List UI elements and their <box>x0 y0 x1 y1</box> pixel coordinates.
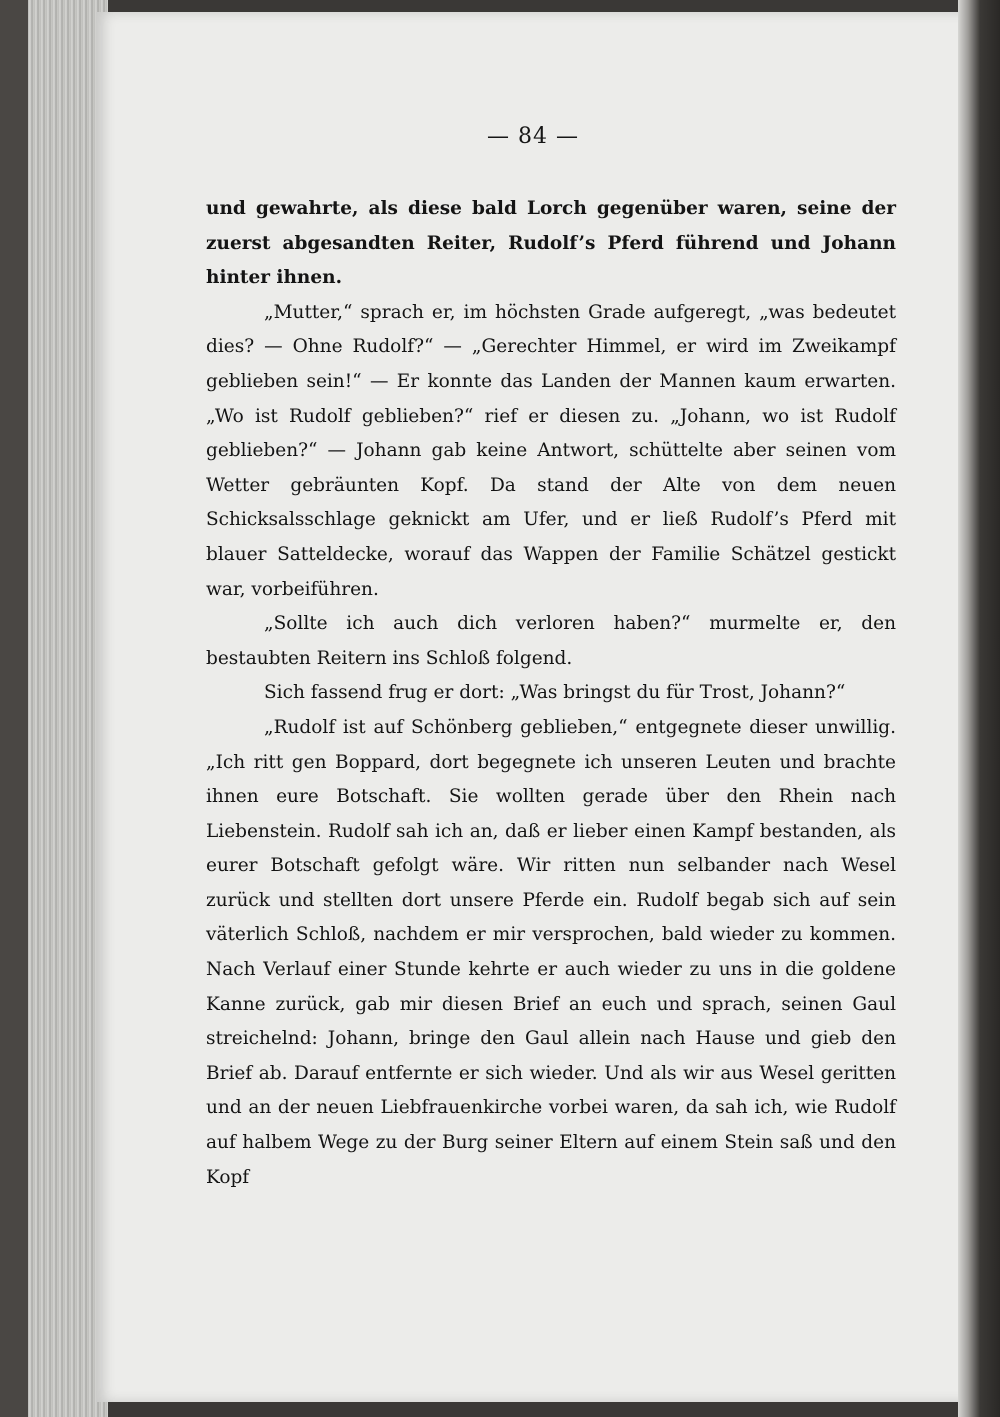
page-number: — 84 — <box>487 124 579 149</box>
page-text-block <box>206 192 896 1195</box>
book-gutter-shadow <box>958 0 1000 1417</box>
paragraph: „Mutter,“ sprach er, im höchsten Grade aufgeregt, „was bedeutet dies? — Ohne Rudolf?“ — „Gerechter Himmel, er wird im Zweikampf geblieben sein!“ — Er konnte das Landen der Mannen kaum erwarten. „Wo ist Rudolf geblieben?“ rief er diesen zu. „Johann, wo ist Rudolf geblieben?“ — Johann gab keine Antwort, schüttelte aber seinen vom Wetter gebräunten Kopf. Da stand der Alte von dem neuen Schicksalsschlage geknickt am Ufer, und er ließ Rudolf’s Pferd mit blauer Satteldecke, worauf das Wappen der Familie Schätzel gestickt war, vorbeiführen. <box>206 301 896 600</box>
book-page <box>96 12 970 1402</box>
paragraph: „Rudolf ist auf Schönberg geblieben,“ entgegnete dieser unwillig. „Ich ritt gen Boppard, dort begegnete ich unseren Leuten und brachte ihnen eure Botschaft. Sie wollten gerade über den Rhein nach Liebenstein. Rudolf sah ich an, daß er lieber einen Kampf bestanden, als eurer Botschaft gefolgt wäre. Wir ritten nun selbander nach Wesel zurück und stellten dort unsere Pferde ein. Rudolf begab sich auf sein väterlich Schloß, nachdem er mir versprochen, bald wieder zu kommen. Nach Verlauf einer Stunde kehrte er auch wieder zu uns in die goldene Kanne zurück, gab mir diesen Brief an euch und sprach, seinen Gaul streichelnd: Johann, bringe den Gaul allein nach Hause und gieb den Brief ab. Darauf entfernte er sich wieder. Und als wir aus Wesel geritten und an der neuen Liebfrauenkirche vorbei waren, da sah ich, wie Rudolf auf halbem Wege zu der Burg seiner Eltern auf einem Stein saß und den Kopf <box>206 716 896 1188</box>
paragraph: „Sollte ich auch dich verloren haben?“ murmelte er, den bestaubten Reitern ins Schloß folgend. <box>206 613 896 669</box>
paragraph: Sich fassend frug er dort: „Was bringst du für Trost, Johann?“ <box>264 682 846 704</box>
paragraph: und gewahrte, als diese bald Lorch gegenüber waren, seine der zuerst abgesandten Reiter, Rudolf’s Pferd führend und Johann hinter ihnen. <box>206 198 896 289</box>
